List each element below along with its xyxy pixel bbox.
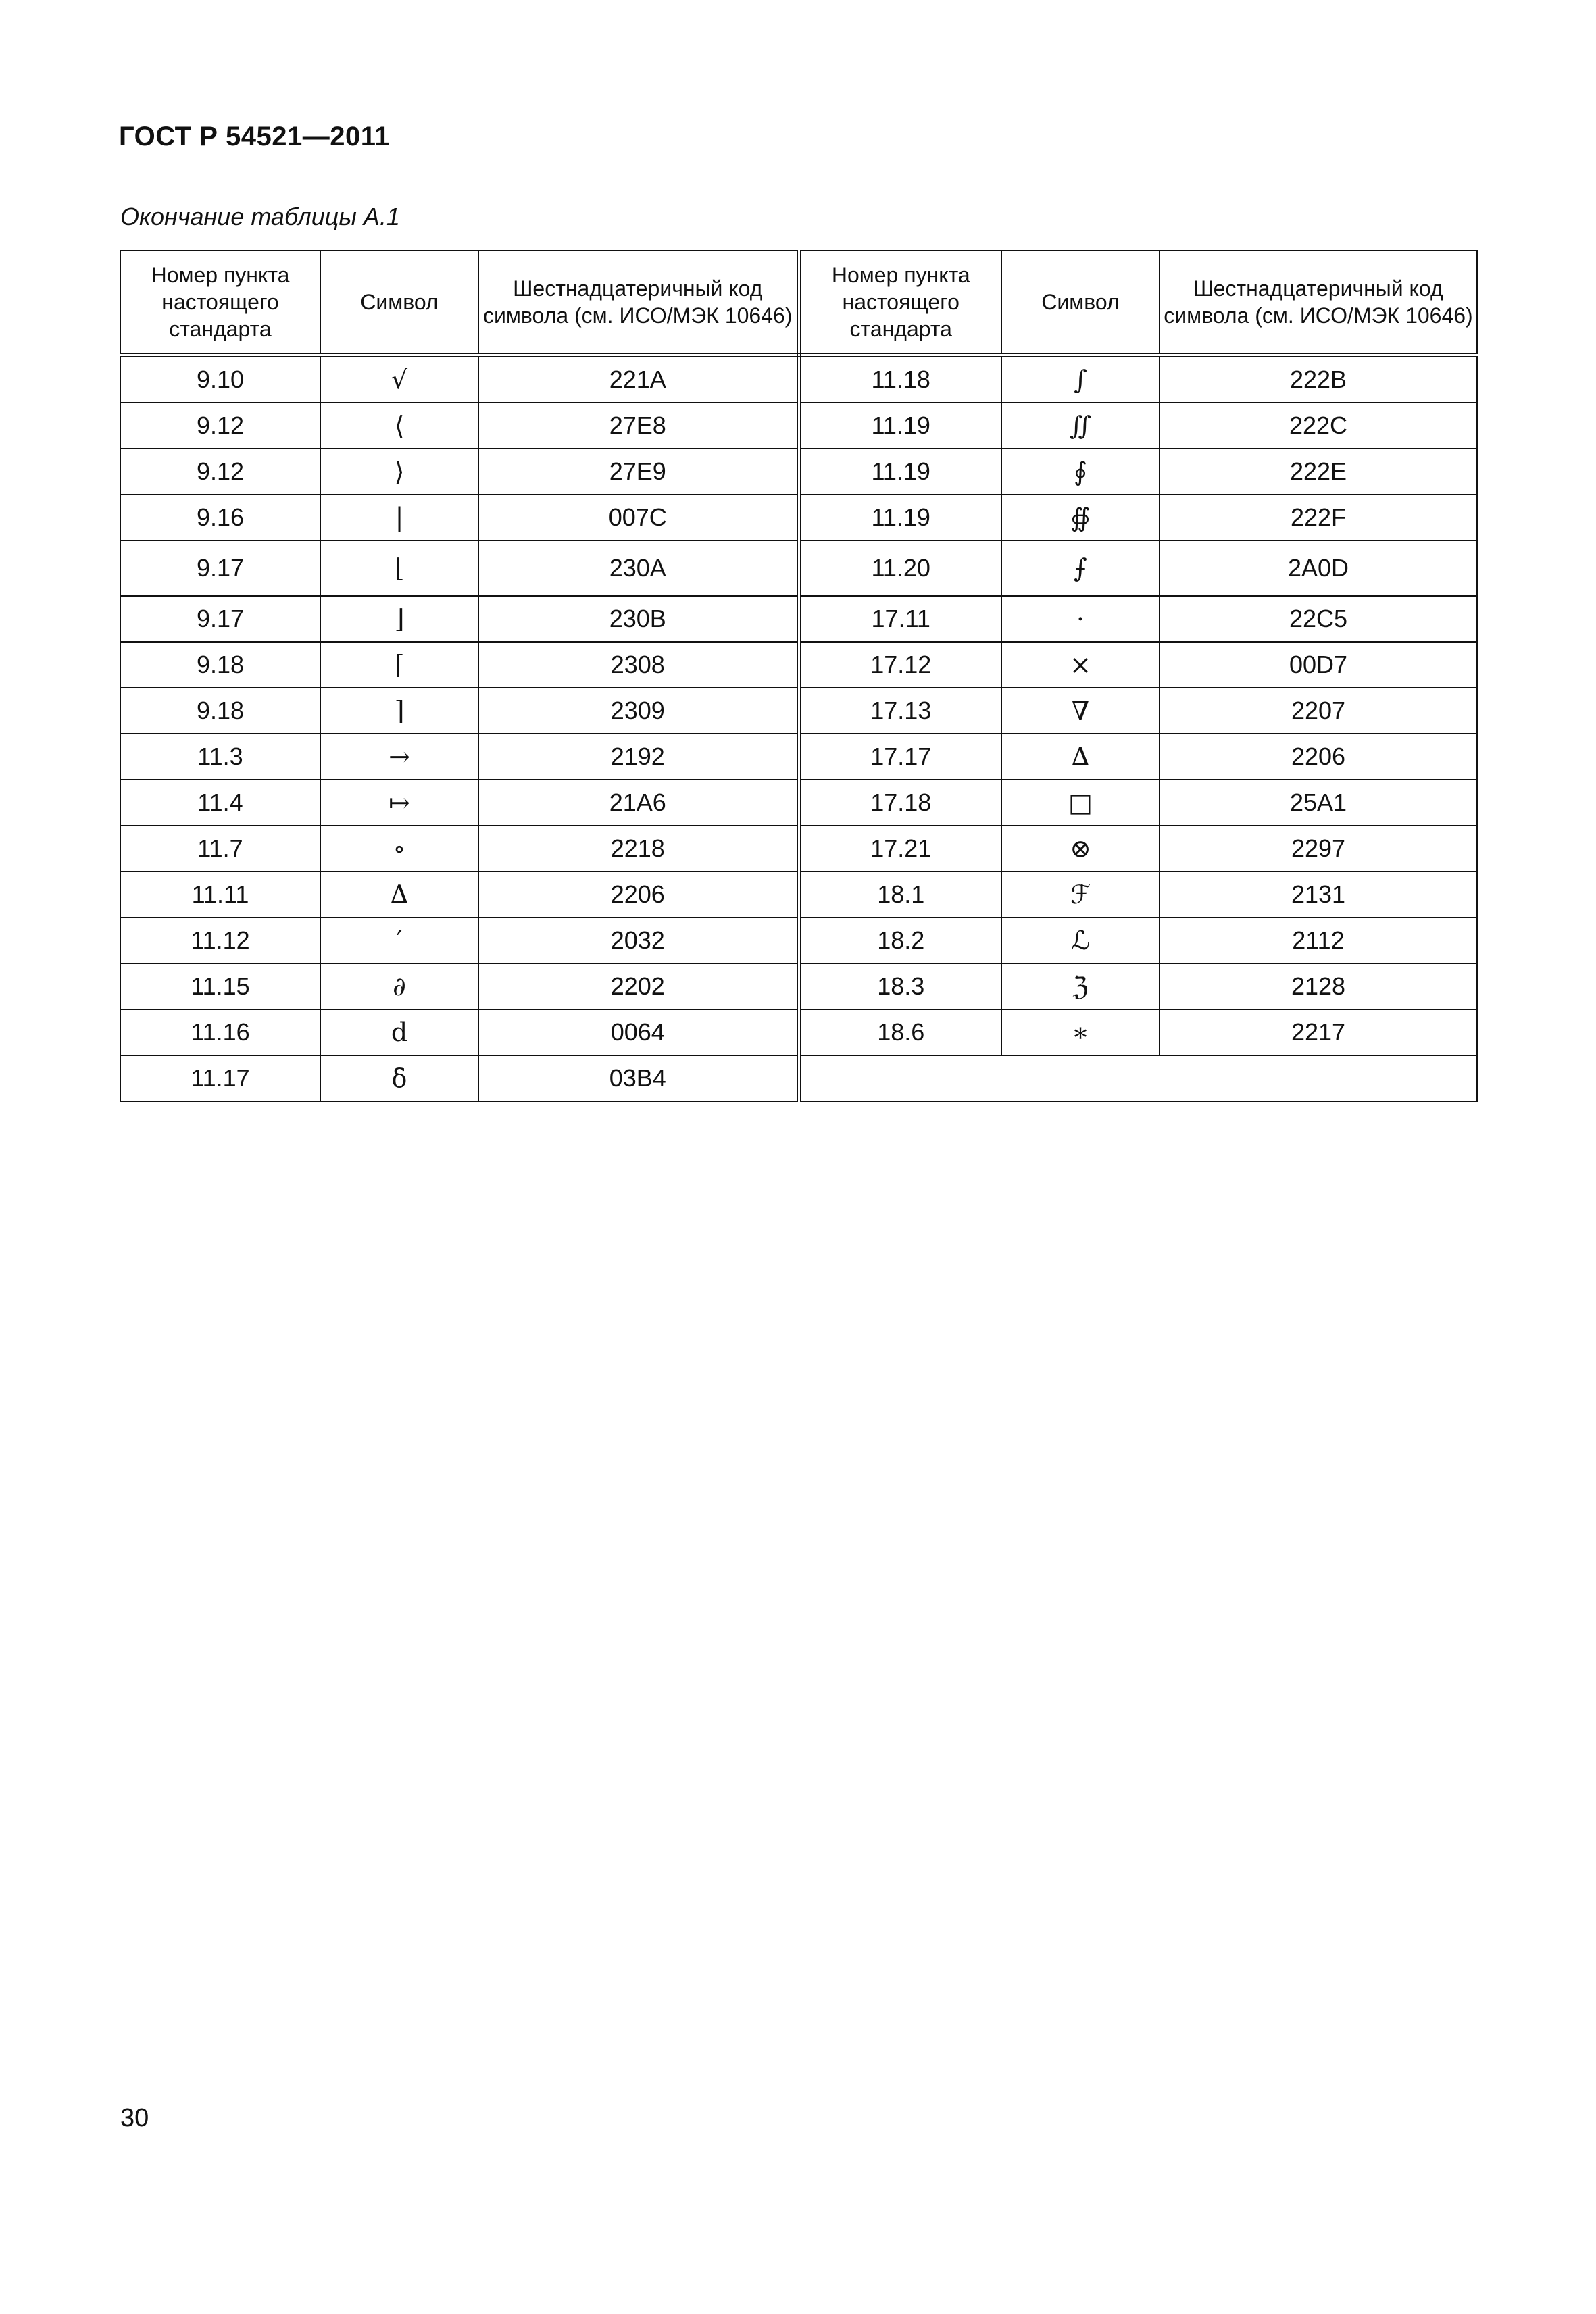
item-cell: 11.17 bbox=[120, 1055, 320, 1101]
table-row bbox=[120, 963, 1477, 1009]
item-cell: 11.20 bbox=[799, 540, 1001, 596]
table-row bbox=[120, 872, 1477, 917]
item-cell: 9.17 bbox=[120, 596, 320, 642]
code-cell: 230B bbox=[478, 596, 799, 642]
code-cell: 2032 bbox=[478, 917, 799, 963]
item-cell: 17.12 bbox=[799, 642, 1001, 688]
table-row bbox=[120, 1055, 1477, 1101]
page-number: 30 bbox=[120, 2104, 149, 2132]
empty-cell bbox=[799, 1055, 1477, 1101]
symbol-cell: ′ bbox=[320, 917, 478, 963]
code-cell: 0064 bbox=[478, 1009, 799, 1055]
code-cell: 2218 bbox=[478, 826, 799, 872]
table-row bbox=[120, 688, 1477, 734]
code-cell: 222C bbox=[1159, 403, 1477, 449]
symbol-cell: ⟨ bbox=[320, 403, 478, 449]
code-cell: 2202 bbox=[478, 963, 799, 1009]
header-item-right: Номер пункта настоящего стандарта bbox=[799, 251, 1001, 355]
code-cell: 27E9 bbox=[478, 449, 799, 495]
symbol-table bbox=[120, 250, 1478, 1102]
item-cell: 11.19 bbox=[799, 495, 1001, 540]
item-cell: 17.21 bbox=[799, 826, 1001, 872]
symbol-cell: ⊗ bbox=[1001, 826, 1159, 872]
item-cell: 17.17 bbox=[799, 734, 1001, 780]
table-row bbox=[120, 495, 1477, 540]
table-caption: Окончание таблицы А.1 bbox=[120, 203, 400, 230]
header-symbol-left: Символ bbox=[320, 251, 478, 355]
item-cell: 18.1 bbox=[799, 872, 1001, 917]
symbol-cell: ⟩ bbox=[320, 449, 478, 495]
code-cell: 2131 bbox=[1159, 872, 1477, 917]
item-cell: 11.18 bbox=[799, 355, 1001, 403]
symbol-cell: ⌉ bbox=[320, 688, 478, 734]
table-row bbox=[120, 355, 1477, 403]
table-row bbox=[120, 917, 1477, 963]
item-cell: 11.15 bbox=[120, 963, 320, 1009]
symbol-cell: ∇ bbox=[1001, 688, 1159, 734]
item-cell: 18.6 bbox=[799, 1009, 1001, 1055]
symbol-cell: ⨍ bbox=[1001, 540, 1159, 596]
symbol-cell: ℒ bbox=[1001, 917, 1159, 963]
item-cell: 11.3 bbox=[120, 734, 320, 780]
code-cell: 2297 bbox=[1159, 826, 1477, 872]
code-cell: 2206 bbox=[478, 872, 799, 917]
item-cell: 9.17 bbox=[120, 540, 320, 596]
item-cell: 11.12 bbox=[120, 917, 320, 963]
symbol-cell: ⌋ bbox=[320, 596, 478, 642]
table-row bbox=[120, 780, 1477, 826]
table-header-row bbox=[120, 251, 1477, 355]
code-cell: 222E bbox=[1159, 449, 1477, 495]
item-cell: 17.11 bbox=[799, 596, 1001, 642]
table-row bbox=[120, 1009, 1477, 1055]
item-cell: 17.13 bbox=[799, 688, 1001, 734]
header-code-right: Шестнадцатеричный код символа (см. ИСО/МЭК 10646) bbox=[1159, 251, 1477, 355]
item-cell: 11.7 bbox=[120, 826, 320, 872]
code-cell: 2308 bbox=[478, 642, 799, 688]
symbol-cell: √ bbox=[320, 355, 478, 403]
item-cell: 11.19 bbox=[799, 403, 1001, 449]
code-cell: 2128 bbox=[1159, 963, 1477, 1009]
symbol-cell: ∮ bbox=[1001, 449, 1159, 495]
symbol-cell: ∂ bbox=[320, 963, 478, 1009]
code-cell: 25A1 bbox=[1159, 780, 1477, 826]
symbol-cell: ∫ bbox=[1001, 355, 1159, 403]
code-cell: 27E8 bbox=[478, 403, 799, 449]
item-cell: 17.18 bbox=[799, 780, 1001, 826]
table-row bbox=[120, 449, 1477, 495]
item-cell: 9.18 bbox=[120, 688, 320, 734]
symbol-table-container bbox=[120, 250, 1476, 1102]
table-row bbox=[120, 642, 1477, 688]
code-cell: 2217 bbox=[1159, 1009, 1477, 1055]
symbol-cell: □ bbox=[1001, 780, 1159, 826]
symbol-cell: ⌈ bbox=[320, 642, 478, 688]
code-cell: 222B bbox=[1159, 355, 1477, 403]
symbol-cell: ℱ bbox=[1001, 872, 1159, 917]
code-cell: 2192 bbox=[478, 734, 799, 780]
table-row bbox=[120, 403, 1477, 449]
table-row bbox=[120, 596, 1477, 642]
code-cell: 230A bbox=[478, 540, 799, 596]
symbol-cell: ↦ bbox=[320, 780, 478, 826]
item-cell: 11.11 bbox=[120, 872, 320, 917]
document-header: ГОСТ Р 54521—2011 bbox=[119, 122, 390, 151]
code-cell: 2206 bbox=[1159, 734, 1477, 780]
symbol-cell: ∆ bbox=[1001, 734, 1159, 780]
table-row bbox=[120, 734, 1477, 780]
symbol-cell: δ bbox=[320, 1055, 478, 1101]
code-cell: 007C bbox=[478, 495, 799, 540]
symbol-cell: → bbox=[320, 734, 478, 780]
header-item-left: Номер пункта настоящего стандарта bbox=[120, 251, 320, 355]
item-cell: 9.10 bbox=[120, 355, 320, 403]
code-cell: 03B4 bbox=[478, 1055, 799, 1101]
item-cell: 9.12 bbox=[120, 449, 320, 495]
code-cell: 22C5 bbox=[1159, 596, 1477, 642]
code-cell: 2207 bbox=[1159, 688, 1477, 734]
header-symbol-right: Символ bbox=[1001, 251, 1159, 355]
header-code-left: Шестнадцатеричный код символа (см. ИСО/МЭК 10646) bbox=[478, 251, 799, 355]
item-cell: 9.12 bbox=[120, 403, 320, 449]
item-cell: 18.3 bbox=[799, 963, 1001, 1009]
table-row bbox=[120, 540, 1477, 596]
item-cell: 9.18 bbox=[120, 642, 320, 688]
symbol-cell: ∆ bbox=[320, 872, 478, 917]
symbol-cell: ∗ bbox=[1001, 1009, 1159, 1055]
symbol-cell: ℨ bbox=[1001, 963, 1159, 1009]
code-cell: 00D7 bbox=[1159, 642, 1477, 688]
item-cell: 18.2 bbox=[799, 917, 1001, 963]
item-cell: 9.16 bbox=[120, 495, 320, 540]
table-body bbox=[120, 355, 1477, 1102]
code-cell: 2112 bbox=[1159, 917, 1477, 963]
symbol-cell: d bbox=[320, 1009, 478, 1055]
code-cell: 222F bbox=[1159, 495, 1477, 540]
symbol-cell: ∬ bbox=[1001, 403, 1159, 449]
symbol-cell: ∯ bbox=[1001, 495, 1159, 540]
code-cell: 21A6 bbox=[478, 780, 799, 826]
item-cell: 11.4 bbox=[120, 780, 320, 826]
symbol-cell: × bbox=[1001, 642, 1159, 688]
symbol-cell: ⋅ bbox=[1001, 596, 1159, 642]
table-row bbox=[120, 826, 1477, 872]
symbol-cell: ⌊ bbox=[320, 540, 478, 596]
code-cell: 221A bbox=[478, 355, 799, 403]
code-cell: 2309 bbox=[478, 688, 799, 734]
item-cell: 11.19 bbox=[799, 449, 1001, 495]
code-cell: 2A0D bbox=[1159, 540, 1477, 596]
item-cell: 11.16 bbox=[120, 1009, 320, 1055]
symbol-cell: | bbox=[320, 495, 478, 540]
symbol-cell: ∘ bbox=[320, 826, 478, 872]
